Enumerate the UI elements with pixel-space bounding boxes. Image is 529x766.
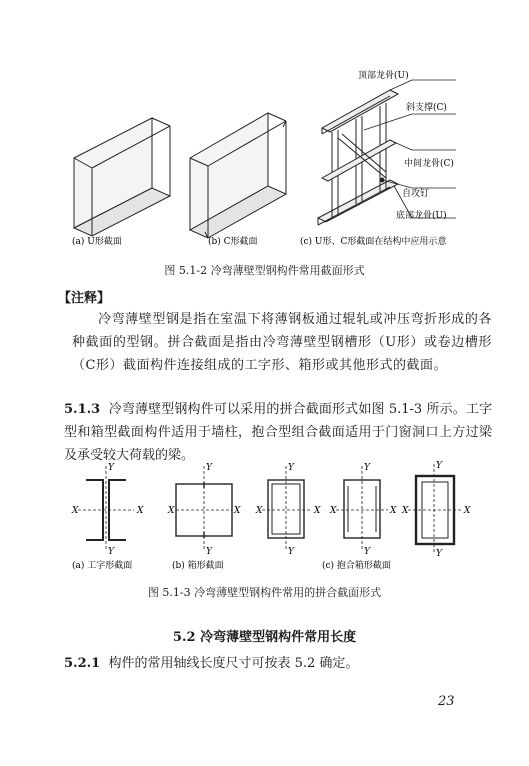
- label-application: (c) U形、C形截面在结构中应用示意: [300, 237, 447, 247]
- axis-y-c1: Y: [288, 463, 294, 473]
- clause-5-2-1-text: 构件的常用轴线长度尺寸可按表 5.2 确定。: [108, 656, 359, 671]
- section-5-2-title: 5.2 冷弯薄壁型钢构件常用长度: [172, 630, 357, 645]
- axis-y-b: Y: [206, 463, 212, 473]
- axis-y-b2: Y: [206, 547, 212, 557]
- axis-y-c3: Y: [436, 461, 442, 471]
- label-nested-box-section: (c) 抱合箱形截面: [322, 561, 391, 571]
- axis-y-c2b: Y: [364, 547, 370, 557]
- clause-5-2-1-number: 5.2.1: [64, 656, 101, 671]
- u-section-drawing: [74, 118, 170, 236]
- axis-y-c1b: Y: [288, 547, 294, 557]
- callout-diagonal-brace: 斜支撑(C): [406, 103, 447, 113]
- axis-x-c1: X: [256, 506, 263, 516]
- callout-middle-keel: 中间龙骨(C): [404, 159, 454, 169]
- label-c-section: (b) C形截面: [208, 237, 258, 247]
- axis-y-a: Y: [108, 463, 114, 473]
- figure-5-1-3: [64, 458, 474, 573]
- note-text: 冷弯薄壁型钢是指在室温下将薄钢板通过辊轧或冲压弯折形成的各种截面的型钢。拼合截面是指由冷弯薄壁型钢槽形（U形）或卷边槽形（C形）截面构件连接组成的工字形、箱形或其他形式的截面。: [72, 312, 492, 373]
- frame-drawing: [318, 90, 398, 225]
- figure-5-1-2: [60, 68, 470, 253]
- axis-x-a: X: [72, 506, 79, 516]
- axis-y-a2: Y: [108, 547, 114, 557]
- axis-x-c3: X: [402, 506, 409, 516]
- clause-5-1-3-number: 5.1.3: [64, 402, 101, 417]
- axis-y-c2: Y: [364, 463, 370, 473]
- clause-5-1-3: [64, 398, 492, 467]
- label-i-section: (a) 工字形截面: [72, 561, 133, 571]
- axis-x-c2b: X: [390, 506, 397, 516]
- axis-x-a2: X: [137, 506, 144, 516]
- c-section-drawing: [190, 113, 286, 238]
- figure-5-1-2-caption: 图 5.1-2 冷弯薄壁型钢构件常用截面形式: [164, 264, 365, 277]
- axis-y-c3b: Y: [436, 549, 442, 559]
- clause-5-2-1: [64, 652, 492, 675]
- note-heading: 【注释】: [58, 291, 111, 306]
- page-number: 23: [438, 694, 455, 709]
- axis-x-c1b: X: [314, 506, 321, 516]
- callout-top-keel: 顶部龙骨(U): [358, 71, 409, 81]
- axis-x-c3b: X: [464, 506, 471, 516]
- label-u-section: (a) U形截面: [72, 237, 122, 247]
- clause-5-1-3-text: 冷弯薄壁型钢构件可以采用的拼合截面形式如图 5.1-3 所示。工字型和箱型截面构件适用于墙柱，抱合型组合截面适用于门窗洞口上方过梁及承受较大荷载的梁。: [64, 402, 493, 463]
- axis-x-c2: X: [330, 506, 337, 516]
- callout-bottom-keel: 底部龙骨(U): [396, 211, 447, 221]
- figure-5-1-3-caption: 图 5.1-3 冷弯薄壁型钢构件常用的拼合截面形式: [147, 586, 382, 599]
- axis-x-b: X: [168, 506, 175, 516]
- label-box-section: (b) 箱形截面: [172, 561, 224, 571]
- axis-x-b2: X: [234, 506, 241, 516]
- callout-screw: 自攻钉: [402, 189, 430, 199]
